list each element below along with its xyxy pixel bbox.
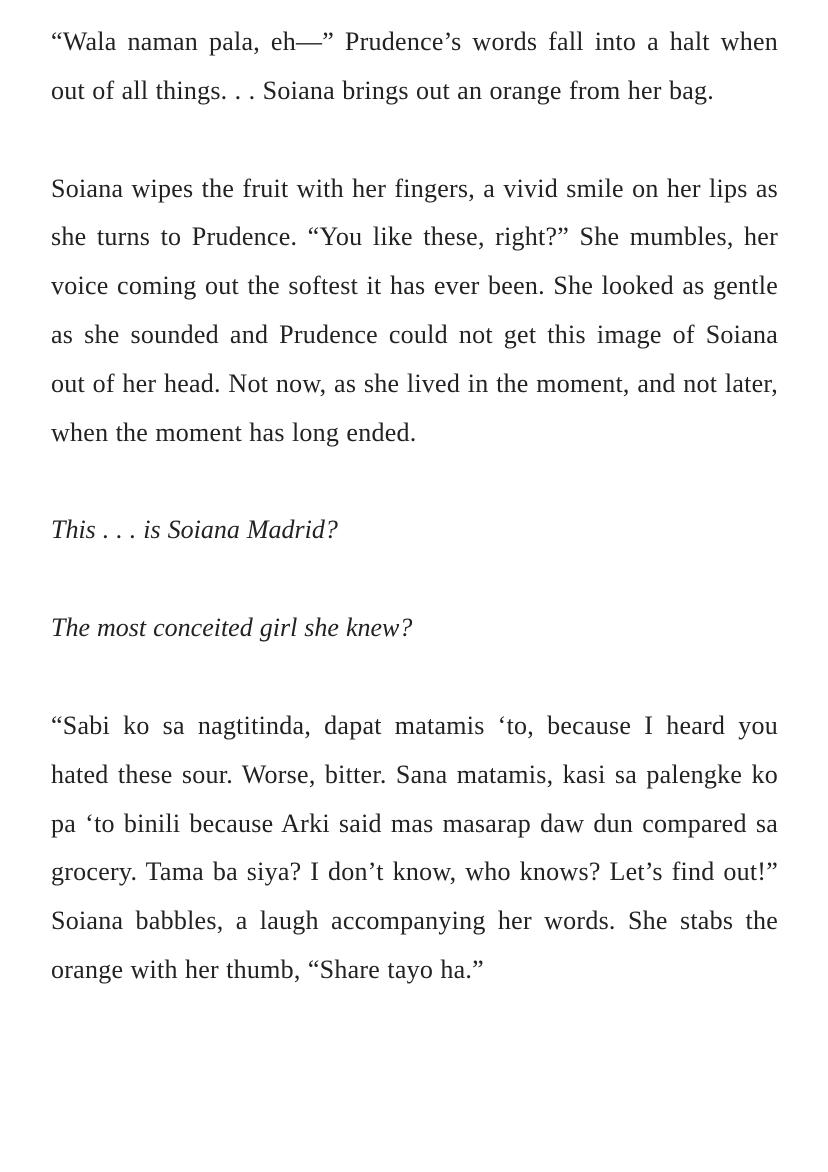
story-paragraph-1: “Wala naman pala, eh—” Prudence’s words fall into a halt when out of all things. . . Soiana brings out an orange from her bag. bbox=[51, 27, 778, 105]
story-paragraph-3-italic: This . . . is Soiana Madrid? bbox=[51, 515, 338, 545]
story-paragraph-5: “Sabi ko sa nagtitinda, dapat matamis ‘to, because I heard you hated these sour. Worse, bitter. Sana matamis, kasi sa palengke ko pa ‘to binili because Arki said mas masarap daw dun compared sa grocery. Tama ba siya? I don’t know, who knows? Let’s find out!” Soiana babbles, a laugh accompanying her words. She stabs the orange with her thumb, “Share tayo ha.” bbox=[51, 710, 778, 984]
story-paragraph-2: Soiana wipes the fruit with her fingers, a vivid smile on her lips as she turns to Prudence. “You like these, right?” She mumbles, her voice coming out the softest it has ever been. She looked as gentle as she sounded and Prudence could not get this image of Soiana out of her head. Not now, as she lived in the moment, and not later, when the moment has long ended. bbox=[51, 173, 778, 447]
story-paragraph-4-italic: The most conceited girl she knew? bbox=[51, 613, 413, 643]
